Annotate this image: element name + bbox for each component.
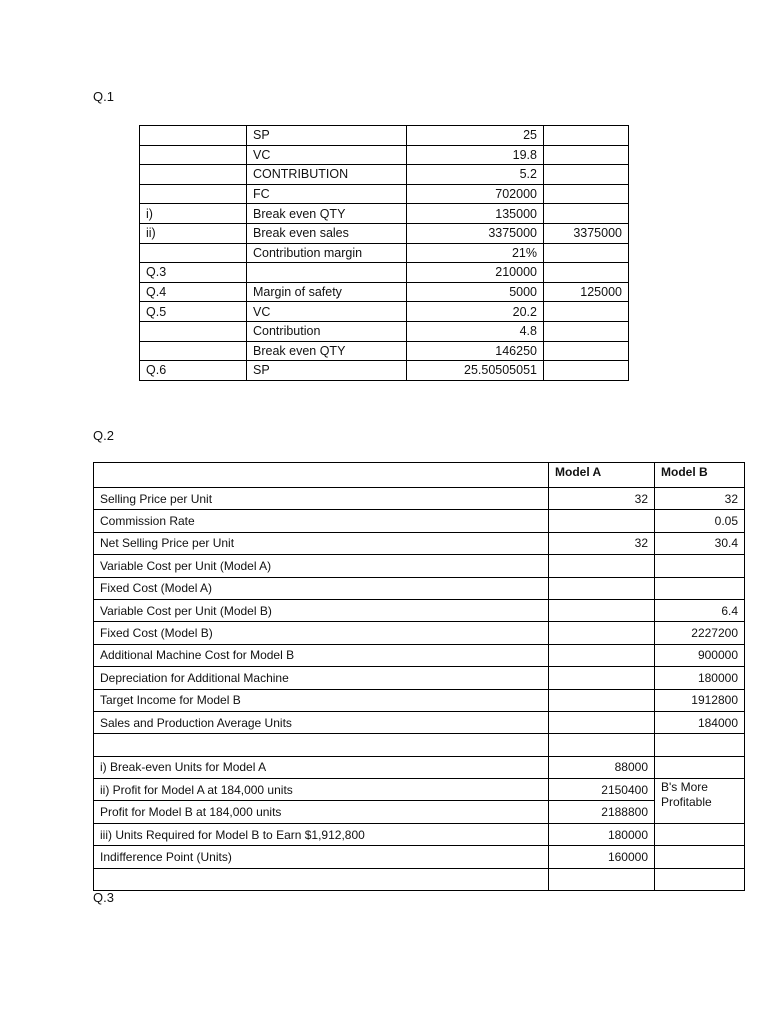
q2-model-b-cell: 30.4 (655, 532, 745, 554)
q2-model-b-cell: 2227200 (655, 622, 745, 644)
q1-label-cell: Q.3 (140, 263, 247, 283)
q2-row (94, 577, 745, 599)
q1-row (140, 263, 629, 283)
q2-model-a-cell (549, 622, 655, 644)
q2-row (94, 599, 745, 621)
q2-model-b-cell: 0.05 (655, 510, 745, 532)
q2-label-cell: Selling Price per Unit (94, 488, 549, 510)
q1-value-cell: 135000 (407, 204, 544, 224)
q2-row (94, 846, 745, 868)
q1-value-cell: 25.50505051 (407, 361, 544, 381)
q2-model-a-cell (549, 689, 655, 711)
q2-model-b-cell (655, 555, 745, 577)
q1-item-cell: CONTRIBUTION (247, 165, 407, 185)
q1-label-cell: ii) (140, 223, 247, 243)
q2-row (94, 555, 745, 577)
q2-row (94, 756, 745, 778)
q1-value-cell: 146250 (407, 341, 544, 361)
q2-table-body (94, 463, 745, 891)
q1-value-cell: 19.8 (407, 145, 544, 165)
q1-label-cell (140, 321, 247, 341)
q2-row (94, 644, 745, 666)
q1-value-cell: 210000 (407, 263, 544, 283)
q1-item-cell: Break even QTY (247, 204, 407, 224)
q2-label-cell: Profit for Model B at 184,000 units (94, 801, 549, 823)
q2-model-b-cell (655, 846, 745, 868)
q1-extra-cell (544, 126, 629, 146)
q1-item-cell: SP (247, 361, 407, 381)
q1-row (140, 243, 629, 263)
q2-label-cell (94, 734, 549, 756)
q2-model-b-cell: 900000 (655, 644, 745, 666)
q1-row (140, 145, 629, 165)
q1-label-cell (140, 341, 247, 361)
q2-model-a-cell (549, 868, 655, 890)
q1-table-body (140, 126, 629, 381)
q1-value-cell: 25 (407, 126, 544, 146)
q2-model-a-cell (549, 599, 655, 621)
q2-model-b-cell (655, 734, 745, 756)
q1-extra-cell (544, 145, 629, 165)
q2-model-b-cell: 32 (655, 488, 745, 510)
q2-model-a-cell (549, 510, 655, 532)
q2-model-b-cell: 180000 (655, 667, 745, 689)
q1-extra-cell (544, 263, 629, 283)
q1-extra-cell (544, 321, 629, 341)
q2-label-cell: iii) Units Required for Model B to Earn $1,912,800 (94, 823, 549, 845)
q1-value-cell: 4.8 (407, 321, 544, 341)
q1-row (140, 165, 629, 185)
q1-item-cell: Break even sales (247, 223, 407, 243)
q2-model-b-cell: 6.4 (655, 599, 745, 621)
q1-row (140, 361, 629, 381)
q2-label-cell: Additional Machine Cost for Model B (94, 644, 549, 666)
q2-label-cell: ii) Profit for Model A at 184,000 units (94, 779, 549, 801)
q1-item-cell: SP (247, 126, 407, 146)
q2-model-b-cell (655, 756, 745, 778)
q2-heading: Q.2 (93, 428, 114, 443)
q2-label-cell: Variable Cost per Unit (Model B) (94, 599, 549, 621)
q2-row (94, 779, 745, 801)
q1-item-cell: FC (247, 184, 407, 204)
q1-extra-cell (544, 243, 629, 263)
q2-label-cell: Sales and Production Average Units (94, 711, 549, 733)
q2-label-cell: Variable Cost per Unit (Model A) (94, 555, 549, 577)
q2-label-cell: Indifference Point (Units) (94, 846, 549, 868)
q1-item-cell: Break even QTY (247, 341, 407, 361)
q2-model-a-cell: 2188800 (549, 801, 655, 823)
q2-row (94, 734, 745, 756)
q1-row (140, 223, 629, 243)
q2-table (93, 462, 745, 891)
q1-table (139, 125, 629, 381)
q2-row (94, 823, 745, 845)
q2-label-cell: Target Income for Model B (94, 689, 549, 711)
q1-label-cell (140, 145, 247, 165)
q2-model-a-cell (549, 577, 655, 599)
q2-label-cell: Commission Rate (94, 510, 549, 532)
q1-value-cell: 3375000 (407, 223, 544, 243)
q2-label-cell: Depreciation for Additional Machine (94, 667, 549, 689)
q1-label-cell: Q.4 (140, 282, 247, 302)
q1-item-cell (247, 263, 407, 283)
q1-row (140, 282, 629, 302)
q1-item-cell: Contribution margin (247, 243, 407, 263)
q2-model-a-cell: 160000 (549, 846, 655, 868)
q2-model-b-cell: B's More Profitable (655, 779, 745, 824)
q2-model-b-cell (655, 577, 745, 599)
q2-model-b-cell: 184000 (655, 711, 745, 733)
q2-row (94, 801, 745, 823)
q2-model-a-cell (549, 734, 655, 756)
q2-row (94, 532, 745, 554)
q1-value-cell: 5.2 (407, 165, 544, 185)
q2-header-label (94, 463, 549, 488)
q1-extra-cell (544, 302, 629, 322)
q1-extra-cell: 3375000 (544, 223, 629, 243)
q1-item-cell: VC (247, 302, 407, 322)
q1-row (140, 204, 629, 224)
q2-label-cell: Fixed Cost (Model A) (94, 577, 549, 599)
q2-model-a-cell: 180000 (549, 823, 655, 845)
q2-model-b-cell (655, 868, 745, 890)
q1-row (140, 321, 629, 341)
q1-value-cell: 702000 (407, 184, 544, 204)
q2-model-a-cell: 32 (549, 532, 655, 554)
q1-row (140, 184, 629, 204)
q1-label-cell: Q.6 (140, 361, 247, 381)
q2-row (94, 711, 745, 733)
q2-model-b-cell (655, 823, 745, 845)
q2-model-a-cell (549, 711, 655, 733)
q1-label-cell: Q.5 (140, 302, 247, 322)
q2-label-cell: Fixed Cost (Model B) (94, 622, 549, 644)
q2-header-model-a: Model A (549, 463, 655, 488)
q2-row (94, 488, 745, 510)
q2-row (94, 868, 745, 890)
q2-model-a-cell (549, 667, 655, 689)
q1-label-cell (140, 243, 247, 263)
q1-label-cell (140, 184, 247, 204)
q1-extra-cell: 125000 (544, 282, 629, 302)
q1-value-cell: 20.2 (407, 302, 544, 322)
q1-label-cell: i) (140, 204, 247, 224)
q1-extra-cell (544, 361, 629, 381)
q2-row (94, 689, 745, 711)
q2-model-b-cell: 1912800 (655, 689, 745, 711)
q1-value-cell: 5000 (407, 282, 544, 302)
q1-item-cell: Contribution (247, 321, 407, 341)
q1-extra-cell (544, 165, 629, 185)
q1-row (140, 341, 629, 361)
q2-model-a-cell: 32 (549, 488, 655, 510)
q2-row (94, 667, 745, 689)
q1-value-cell: 21% (407, 243, 544, 263)
q2-model-a-cell (549, 555, 655, 577)
q1-row (140, 302, 629, 322)
q1-label-cell (140, 165, 247, 185)
q1-label-cell (140, 126, 247, 146)
q2-label-cell: Net Selling Price per Unit (94, 532, 549, 554)
q1-item-cell: Margin of safety (247, 282, 407, 302)
q1-item-cell: VC (247, 145, 407, 165)
q2-row (94, 510, 745, 532)
q2-row (94, 622, 745, 644)
q1-extra-cell (544, 184, 629, 204)
q2-label-cell (94, 868, 549, 890)
q1-extra-cell (544, 204, 629, 224)
q2-header-model-b: Model B (655, 463, 745, 488)
q1-heading: Q.1 (93, 89, 114, 104)
q1-row (140, 126, 629, 146)
q2-header-row (94, 463, 745, 488)
q2-model-a-cell: 88000 (549, 756, 655, 778)
q2-model-a-cell: 2150400 (549, 779, 655, 801)
q1-extra-cell (544, 341, 629, 361)
q3-heading: Q.3 (93, 890, 114, 905)
q2-label-cell: i) Break-even Units for Model A (94, 756, 549, 778)
q2-model-a-cell (549, 644, 655, 666)
